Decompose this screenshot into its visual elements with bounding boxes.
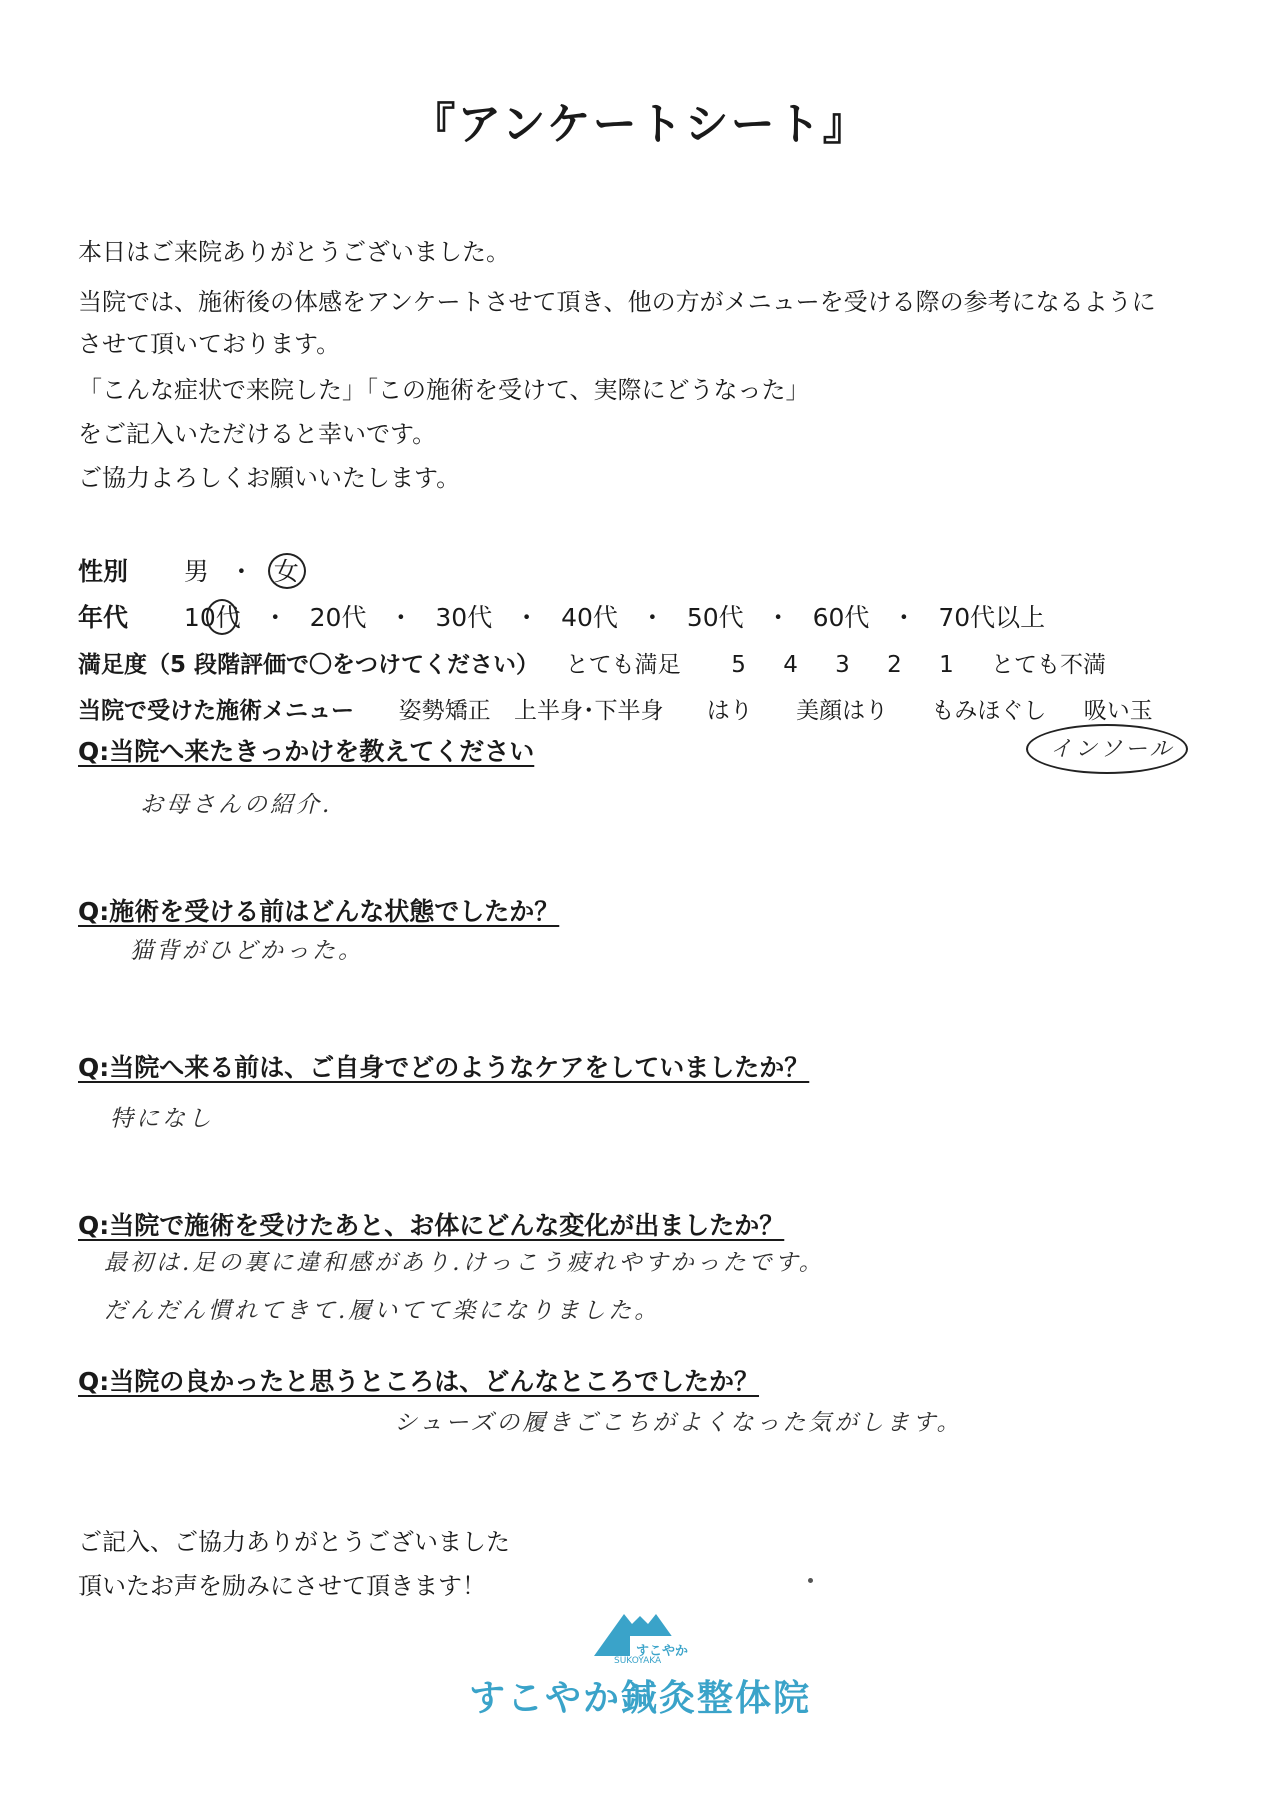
age-option-50s[interactable]: 50代 [686, 603, 744, 632]
gender-option-male[interactable]: 男 [183, 557, 209, 586]
sheet-title: 『アンケートシート』 [411, 99, 869, 150]
insole-handwritten: インソール [1050, 737, 1175, 762]
closing-line-1: ご記入、ご協力ありがとうございました [78, 1528, 510, 1556]
satisfaction-option-2[interactable]: 2 [887, 652, 902, 678]
gender-row [78, 552, 299, 588]
age-option-10s[interactable] [184, 603, 249, 632]
intro-line-2: 当院では、施術後の体感をアンケートさせて頂き、他の方がメニューを受ける際の参考になるように [78, 288, 1156, 316]
age-option-70plus[interactable]: 70代以上 [938, 603, 1046, 632]
answer-5-line-1: シューズの履きごこちがよくなった気がします。 [394, 1410, 963, 1436]
intro-line-3: させて頂いております。 [78, 330, 341, 358]
satisfaction-label: 満足度（5 段階評価で〇をつけてください） [78, 652, 540, 678]
logo-mark-text: すこやか [636, 1644, 689, 1659]
satisfaction-row [78, 646, 1106, 679]
logo-mark-subtext: SUKOYAKA [614, 1656, 662, 1666]
menu-option-body[interactable]: 上半身･下半身 [513, 698, 664, 724]
closing-line-2: 頂いたお声を励みにさせて頂きます！ [78, 1572, 486, 1600]
intro-line-6: ご協力よろしくお願いいたします。 [78, 464, 461, 492]
menu-label: 当院で受けた施術メニュー [78, 698, 354, 724]
age-row: 年代 10代 ・ 20代 ・ 30代 ・ 40代 ・ 50代 ・ 60代 ・ 70代以上 [78, 598, 1045, 634]
answer-3-line-1: 特になし [110, 1106, 214, 1132]
menu-option-posture[interactable]: 姿勢矯正 [398, 698, 491, 724]
gender-separator: ・ [228, 557, 254, 586]
menu-row [78, 692, 1153, 725]
age-10s-label: 10代 [183, 603, 241, 632]
selection-circle [268, 553, 306, 589]
menu-option-massage[interactable]: もみほぐし [931, 698, 1047, 724]
question-3: Q:当院へ来る前は、ご自身でどのようなケアをしていましたか？ [78, 1053, 810, 1082]
question-1: Q:当院へ来たきっかけを教えてください [78, 737, 535, 766]
menu-option-acupuncture[interactable]: はり [706, 698, 753, 724]
selection-circle [206, 599, 238, 635]
satisfaction-option-5[interactable]: 5 [731, 652, 746, 678]
answer-2-line-1: 猫背がひどかった。 [130, 938, 364, 964]
menu-option-cupping[interactable]: 吸い玉 [1083, 698, 1153, 724]
answer-1-line-1: お母さんの紹介. [140, 792, 333, 818]
satisfaction-option-1[interactable]: 1 [939, 652, 954, 678]
gender-female-label: 女 [273, 557, 299, 586]
satisfaction-option-4[interactable]: 4 [783, 652, 798, 678]
menu-option-facial-acupuncture[interactable]: 美顔はり [796, 698, 889, 724]
age-label: 年代 [78, 603, 129, 632]
gender-label: 性別 [78, 557, 129, 586]
age-option-20s[interactable]: 20代 [309, 603, 367, 632]
clinic-name: すこやか鍼灸整体院 [468, 1678, 811, 1719]
answer-4-line-1: 最初は.足の裏に違和感があり.けっこう疲れやすかったです。 [104, 1250, 825, 1276]
gender-option-female[interactable] [274, 557, 299, 586]
satisfaction-low-label: とても不満 [991, 652, 1107, 678]
intro-line-4: 「こんな症状で来院した」「この施術を受けて、実際にどうなった」 [78, 376, 810, 404]
intro-line-5: をご記入いただけると幸いです。 [78, 420, 437, 448]
question-5: Q:当院の良かったと思うところは、どんなところでしたか？ [78, 1367, 760, 1396]
age-option-40s[interactable]: 40代 [561, 603, 618, 632]
question-2: Q:施術を受ける前はどんな状態でしたか？ [78, 897, 560, 926]
satisfaction-option-3[interactable]: 3 [835, 652, 850, 678]
question-4: Q:当院で施術を受けたあと、お体にどんな変化が出ましたか？ [78, 1211, 785, 1240]
intro-line-1: 本日はご来院ありがとうございました。 [78, 238, 510, 266]
age-option-30s[interactable]: 30代 [435, 603, 493, 632]
answer-4-line-2: だんだん慣れてきて.履いてて楽になりました。 [104, 1298, 661, 1324]
stray-mark [808, 1578, 813, 1583]
age-option-60s[interactable]: 60代 [812, 603, 870, 632]
satisfaction-high-label: とても満足 [565, 652, 681, 678]
